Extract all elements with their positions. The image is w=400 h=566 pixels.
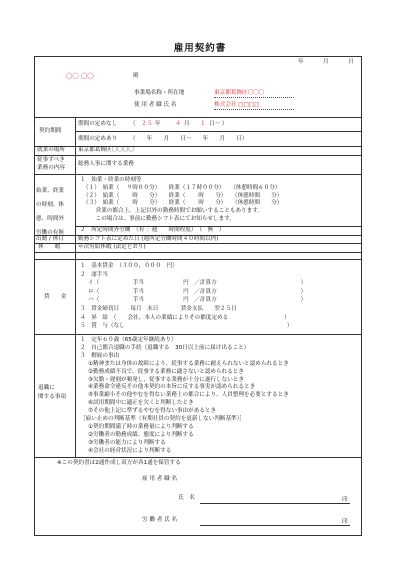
- employee-name: 〇〇 〇〇: [66, 72, 94, 80]
- leave-label: 休 暇: [38, 244, 61, 250]
- office-value: 東京都葛飾区〇〇〇: [214, 90, 265, 96]
- holidays-label: 出勤 / 休日: [36, 236, 64, 242]
- retire-label: 退職に 関する事項: [38, 385, 66, 400]
- wage-label: 賃 金: [44, 294, 67, 300]
- holidays-value: 勤務シフト表に定めた日 (週所定労働時間４０時間以内): [78, 236, 219, 242]
- hours-label: 始業、終業 の時刻、休 憩、時間外 労働の有無: [36, 188, 64, 236]
- overtime-line: ２ 所定時間外労働 （有 ：週 時間程度） （ 無 ）: [80, 227, 225, 233]
- employer-seal: 印: [342, 497, 348, 503]
- office-label: 事業場名称・所在地: [134, 90, 185, 96]
- contract-row1-label: 期間の定めなし: [78, 121, 118, 127]
- employer-label: 使 用 者 職 氏 名: [134, 102, 177, 108]
- footer-note: ※この契約書は2通作成し双方が各1通を保管する: [57, 460, 181, 466]
- contract-start-day: １: [200, 121, 206, 127]
- contract-start-year: ２５: [141, 121, 153, 127]
- footer-worker-name: 労 働 者 氏 名: [142, 517, 178, 523]
- workplace-value: 東京都葛飾区〇〇〇〇: [78, 147, 134, 153]
- job-label-2: 業務の内容: [37, 165, 65, 171]
- workplace-label: 就業の場所: [37, 147, 65, 153]
- job-label-1: 従事すべき: [37, 157, 65, 163]
- retire-content: １ 定年６０歳（65歳定年継続あり） ２ 自己都合退職の手続（退職する 30日以上前に届け出ること） ３ 解雇の事由 ①精神または身体の故障により、従事する業務に耐えられないと認められるとき ②勤務成績不良で、従事する業務に適さないと認められるとき ③欠勤・遅刻が頻発し、従事する業務が十分に遂行しないとき ④業務命令違反その他本契約の本旨に反する事実が認められるとき ⑤事業縮小その他やむを得ない業務上の都合により、人員整理を必要とするとき ⑥試用期間中に適正を欠くと判断したとき ⑦その他上記に準ずるやむを得ない事由があるとき ［雇い止めの判断基準（有期社員の契約を更新しない判断基準）］ ①契約期間満了時の業務量により判断する ②労働者の勤務成績、態度により判断する ③労働者の能力により判断する ④会社の経営状況により判断する: [80, 337, 289, 454]
- contract-row2-label: 期間の定めあり: [78, 136, 118, 142]
- contract-label: 契約期間: [39, 128, 62, 134]
- job-value: 総務人事に関する業務: [78, 161, 134, 167]
- hours-content: １ 始業・終業の時刻等 （１） 始業（ ９時００分） 終業（１７時００分） （休憩時間６０分） （２） 始業（ 時 分） 終業（ 時 分） （休憩時間 分） （３） 始業（ 時 分） 終業（ 時 分） （休憩時間 分） 営業の都合上、上記以外の勤務時間でお願いすることもあります。 この場合は、事前に勤務シフト表にてお知らせします。: [80, 177, 283, 222]
- contract-start-month: ４: [175, 121, 181, 127]
- leave-value: 年次有給休暇 (法定どおり): [78, 244, 146, 250]
- wage-content: １ 基本賃金 （３００，０００ 円） ２ 諸手当 イ（ 手当 円 ／計算方 ） ロ（ 手当 円 ／計算方 ） ハ（ 手当 円 ／計算方 ） ３ 賃金締切日 毎月 末日 賃金支払 翌２５日 ４ 昇 給 （ 会社、本人の業績によりその都度定める ） ５ 賞 与（なし ）: [80, 263, 307, 330]
- date-month: 月: [323, 59, 329, 65]
- footer-employer-title: 雇 用 者 職 名: [142, 476, 178, 482]
- worker-seal: 印: [342, 519, 348, 525]
- contract-row2-text: （ 年 月 日～ 年 月 日）: [130, 136, 248, 142]
- page-title: 雇用契約書: [173, 43, 227, 54]
- employer-value: 株式会社 □□□□: [214, 102, 260, 108]
- date-day: 日: [348, 59, 354, 65]
- footer-employer-name: 氏 名: [178, 495, 195, 501]
- dono-label: 殿: [133, 73, 139, 79]
- date-year: 年: [298, 59, 304, 65]
